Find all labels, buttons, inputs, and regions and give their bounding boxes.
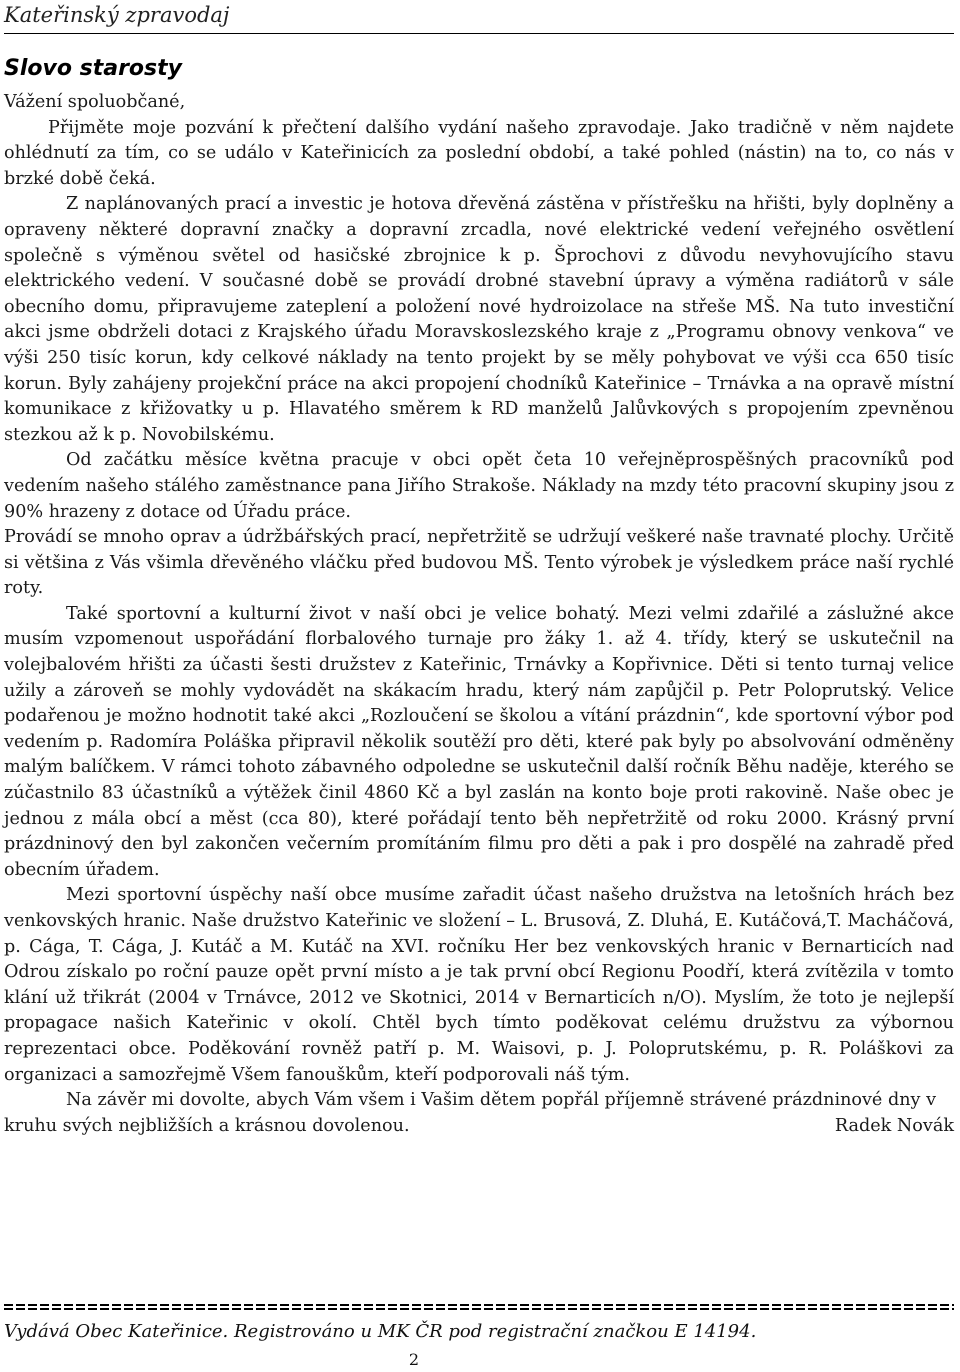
- paragraph-workers: Od začátku měsíce května pracuje v obci opět četa 10 veřejněprospěšných pracovníků pod vedením našeho stálého zaměstnance pana Jiřího Strakoše. Náklady na mzdy této pracovní skupiny jsou z 90% hrazeny z dotace od Úřadu práce.: [4, 450, 954, 522]
- footer-separator: [4, 1304, 954, 1310]
- page-number: 2: [408, 1350, 420, 1369]
- signature: Radek Novák: [834, 1115, 954, 1136]
- footer-imprint: Vydává Obec Kateřinice. Registrováno u MK ČR pod registrační značkou E 14194.: [4, 1321, 757, 1342]
- paragraph-maintenance: Provádí se mnoho oprav a údržbářských prací, nepřetržitě se udržují veškeré naše travnaté plochy. Určitě si většina z Vás všimla dřevěného vláčku před budovou MŠ. Tento výrobek je výsledkem práce naší rychlé roty.: [4, 527, 954, 599]
- paragraph-intro: Přijměte moje pozvání k přečtení dalšího vydání našeho zpravodaje. Jako tradičně v něm najdete ohlédnutí za tím, co se událo v Kateřinicích za poslední období, a také pohled (nástin) na to, co nás v brzké době čeká.: [4, 117, 954, 189]
- newsletter-title: Kateřinský zpravodaj: [4, 3, 230, 27]
- paragraph-sports-success: Mezi sportovní úspěchy naší obce musíme zařadit účast našeho družstva na letošních hrách bez venkovských hranic. Naše družstvo Kateřinic ve složení – L. Brusová, Z. Dluhá, E. Kutáčová,T. Macháčová, p. Cága, T. Cága, J. Kutáč a M. Kutáč na XVI. ročníku Her bez venkovských hranic v Bernarticích nad Odrou získalo po roční pauze opět první místo a je tak první obcí Regionu Poodří, která zvítězila v tomto klání už třikrát (2004 v Trnávce, 2012 ve Skotnici, 2014 v Bernarticích n/O). Myslím, že toto je nejlepší propagace našich Kateřinic v okolí. Chtěl bych tímto poděkovat celému družstvu za výbornou reprezentaci obce. Poděkování rovněž patří p. M. Waisovi, p. J. Poloprutskému, p. R. Poláškovi za organizaci a samozřejmě Všem fanouškům, kteří podporovali náš tým.: [4, 885, 954, 1085]
- paragraph-investments: Z naplánovaných prací a investic je hotova dřevěná zástěna v přístřešku na hřišti, byly doplněny a opraveny některé dopravní značky a dopravní zrcadla, nové elektrické vedení veřejného osvětlení společně s výměnou světel od hasičské zbrojnice k p. Šprochovi z důvodu nevyhovujícího stavu elektrického vedení. V současné době se provádí drobné stavební úpravy a výměna radiátorů v sále obecního domu, připravujeme zateplení a položení nové hydroizolace na střeše MŠ. Na tuto investiční akci jsme obdrželi dotaci z Krajského úřadu Moravskoslezského kraje z „Programu obnovy venkova“ ve výši 250 tisíc korun, kdy celkové náklady na tento projekt by se měly pohybovat ve výši cca 650 tisíc korun. Byly zahájeny projekční práce na akci propojení chodníků Kateřinice – Trnávka a na opravě místní komunikace z křižovatky u p. Hlavatého směrem k RD manželů Jalůvkových s propojením zpevněnou stezkou až k p. Novobilskému.: [4, 194, 954, 445]
- paragraph-closing: [4, 1088, 954, 1139]
- article-body: [4, 90, 954, 1139]
- paragraph-sports-culture: Také sportovní a kulturní život v naší obci je velice bohatý. Mezi velmi zdařilé a záslužné akce musím vzpomenout uspořádání florbalového turnaje pro žáky 1. až 4. třídy, který se uskutečnil na volejbalovém hřišti za účasti šesti družstev z Kateřinic, Trnávky a Kopřivnice. Děti si tento turnaj velice užily a zároveň se mohly vydovádět na skákacím hradu, který nám zapůjčil p. Petr Poloprutský. Velice podařenou je možno hodnotit také akci „Rozloučení se školou a vítání prázdnin“, kde sportovní výbor pod vedením p. Radomíra Poláška připravil několik soutěží pro děti, které pak byly po absolvování odměněny malým balíčkem. V rámci tohoto zábavného odpoledne se uskutečnil další ročník Běhu naděje, kterého se zúčastnilo 83 účastníků a výtěžek činil 4860 Kč a byl zaslán na konto boje proti rakovině. Naše obec je jednou z mála obcí a měst (cca 80), které pořádají tento běh nepřetržitě od roku 2000. Krásný první prázdninový den byl zakončen večerním promítáním filmu pro děti a pak i pro dospělé na zahradě před obecním úřadem.: [4, 603, 954, 880]
- article-title: Slovo starosty: [4, 56, 182, 81]
- closing-text: Na závěr mi dovolte, abych Vám všem i Vašim dětem popřál příjemně strávené prázdninové dny v kruhu svých nejbližších a krásnou dovolenou.: [4, 1090, 937, 1136]
- greeting: Vážení spoluobčané,: [4, 92, 186, 112]
- newsletter-header: [4, 0, 954, 34]
